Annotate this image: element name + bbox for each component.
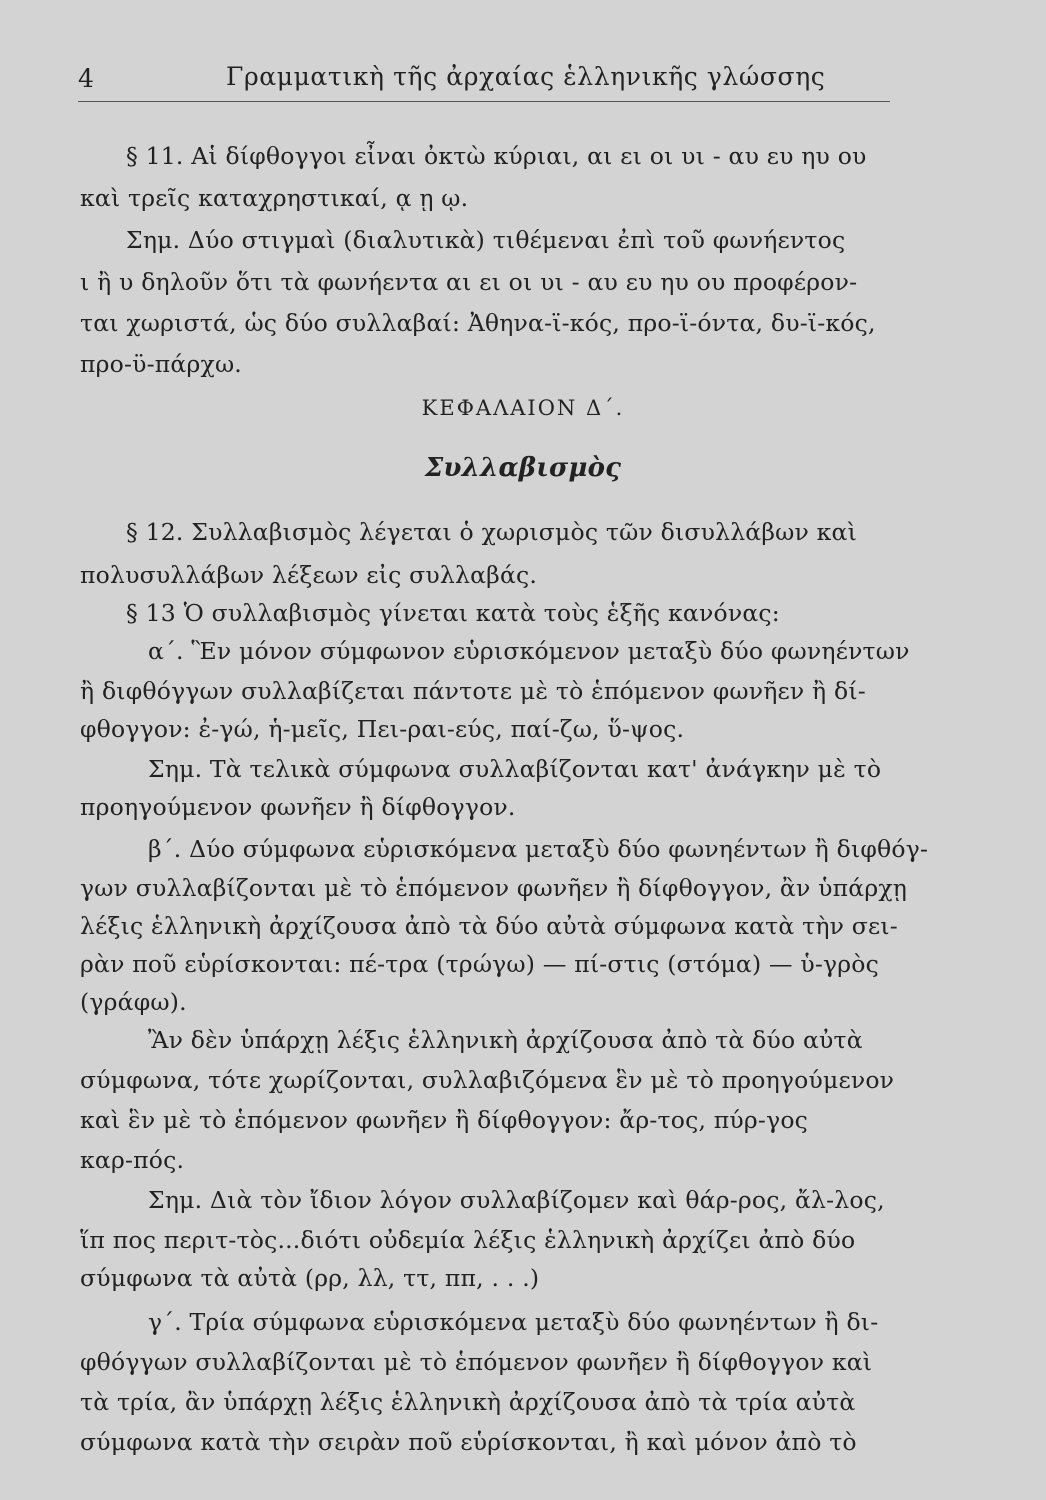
page-number: 4: [78, 64, 94, 93]
text-line: § 11. Αἱ δίφθογγοι εἶναι ὀκτὼ κύριαι, αι ει οι υι - αυ ευ ηυ ου: [126, 142, 867, 170]
text-line: ται χωριστά, ὡς δύο συλλαβαί: Ἀθηνα-ϊ-κός, προ-ϊ-όντα, δυ-ϊ-κός,: [80, 309, 876, 337]
text-line: ἢ διφθόγγων συλλαβίζεται πάντοτε μὲ τὸ ἑπόμενον φωνῆεν ἢ δί-: [80, 677, 866, 705]
text-line: Σημ. Διὰ τὸν ἴδιον λόγον συλλαβίζομεν καὶ θάρ-ρος, ἄλ-λος,: [148, 1186, 885, 1214]
text-line: β΄. Δύο σύμφωνα εὑρισκόμενα μεταξὺ δύο φωνηέντων ἢ διφθόγ-: [148, 835, 929, 863]
header-rule: [78, 101, 890, 102]
text-line: ἵπ πος περιτ-τὸς...διότι οὐδεμία λέξις ἑλληνικὴ ἀρχίζει ἀπὸ δύο: [80, 1226, 856, 1254]
text-line: (γράφω).: [80, 988, 187, 1016]
text-line: λέξις ἑλληνικὴ ἀρχίζουσα ἀπὸ τὰ δύο αὐτὰ σύμφωνα κατὰ τὴν σει-: [80, 912, 898, 940]
text-line: πολυσυλλάβων λέξεων εἰς συλλαβάς.: [80, 561, 538, 589]
text-line: § 12. Συλλαβισμὸς λέγεται ὁ χωρισμὸς τῶν δισυλλάβων καὶ: [126, 518, 858, 546]
text-line: καὶ ἓν μὲ τὸ ἑπόμενον φωνῆεν ἢ δίφθογγον: ἄρ-τος, πύρ-γος: [80, 1106, 809, 1134]
text-line: προηγούμενον φωνῆεν ἢ δίφθογγον.: [80, 793, 516, 821]
text-line: φθόγγων συλλαβίζονται μὲ τὸ ἑπόμενον φωνῆεν ἢ δίφθογγον καὶ: [80, 1348, 873, 1376]
text-line: τὰ τρία, ἂν ὑπάρχῃ λέξις ἑλληνικὴ ἀρχίζουσα ἀπὸ τὰ τρία αὐτὰ: [80, 1388, 856, 1416]
text-line: § 13 Ὁ συλλαβισμὸς γίνεται κατὰ τοὺς ἑξῆς κανόνας:: [126, 599, 780, 627]
text-line: Ἂν δὲν ὑπάρχῃ λέξις ἑλληνικὴ ἀρχίζουσα ἀπὸ τὰ δύο αὐτὰ: [148, 1026, 863, 1054]
running-header-title: Γραμματικὴ τῆς ἀρχαίας ἑλληνικῆς γλώσσης: [226, 62, 826, 91]
text-line: Σημ. Δύο στιγμαὶ (διαλυτικὰ) τιθέμεναι ἐπὶ τοῦ φωνήεντος: [126, 226, 846, 254]
text-line: φθογγον: ἐ-γώ, ἡ-μεῖς, Πει-ραι-εύς, παί-ζω, ὕ-ψος.: [80, 715, 685, 743]
chapter-heading: ΚΕΦΑΛΑΙΟΝ Δ΄.: [421, 396, 625, 420]
text-line: προ-ϋ-πάρχω.: [80, 350, 242, 378]
text-line: σύμφωνα, τότε χωρίζονται, συλλαβιζόμενα ἓν μὲ τὸ προηγούμενον: [80, 1066, 895, 1094]
text-line: καὶ τρεῖς καταχρηστικαί, ᾳ ῃ ῳ.: [80, 184, 469, 212]
section-heading: Συλλαβισμὸς: [424, 453, 622, 483]
text-line: καρ-πός.: [80, 1146, 185, 1174]
text-line: ρὰν ποῦ εὑρίσκονται: πέ-τρα (τρώγω) — πί-στις (στόμα) — ὑ-γρὸς: [80, 950, 879, 978]
text-line: γ΄. Τρία σύμφωνα εὑρισκόμενα μεταξὺ δύο φωνηέντων ἢ δι-: [148, 1308, 879, 1336]
text-line: γων συλλαβίζονται μὲ τὸ ἑπόμενον φωνῆεν ἢ δίφθογγον, ἂν ὑπάρχῃ: [80, 874, 908, 902]
text-line: α΄. Ἓν μόνον σύμφωνον εὑρισκόμενον μεταξὺ δύο φωνηέντων: [148, 637, 910, 665]
text-line: Σημ. Τὰ τελικὰ σύμφωνα συλλαβίζονται κατ' ἀνάγκην μὲ τὸ: [148, 755, 882, 783]
text-line: ι ἢ υ δηλοῦν ὅτι τὰ φωνήεντα αι ει οι υι - αυ ευ ηυ ου προφέρον-: [80, 268, 858, 296]
text-line: σύμφωνα τὰ αὐτὰ (ρρ, λλ, ττ, ππ, . . .): [80, 1264, 540, 1292]
text-line: σύμφωνα κατὰ τὴν σειρὰν ποῦ εὑρίσκονται, ἢ καὶ μόνον ἀπὸ τὸ: [80, 1428, 857, 1456]
